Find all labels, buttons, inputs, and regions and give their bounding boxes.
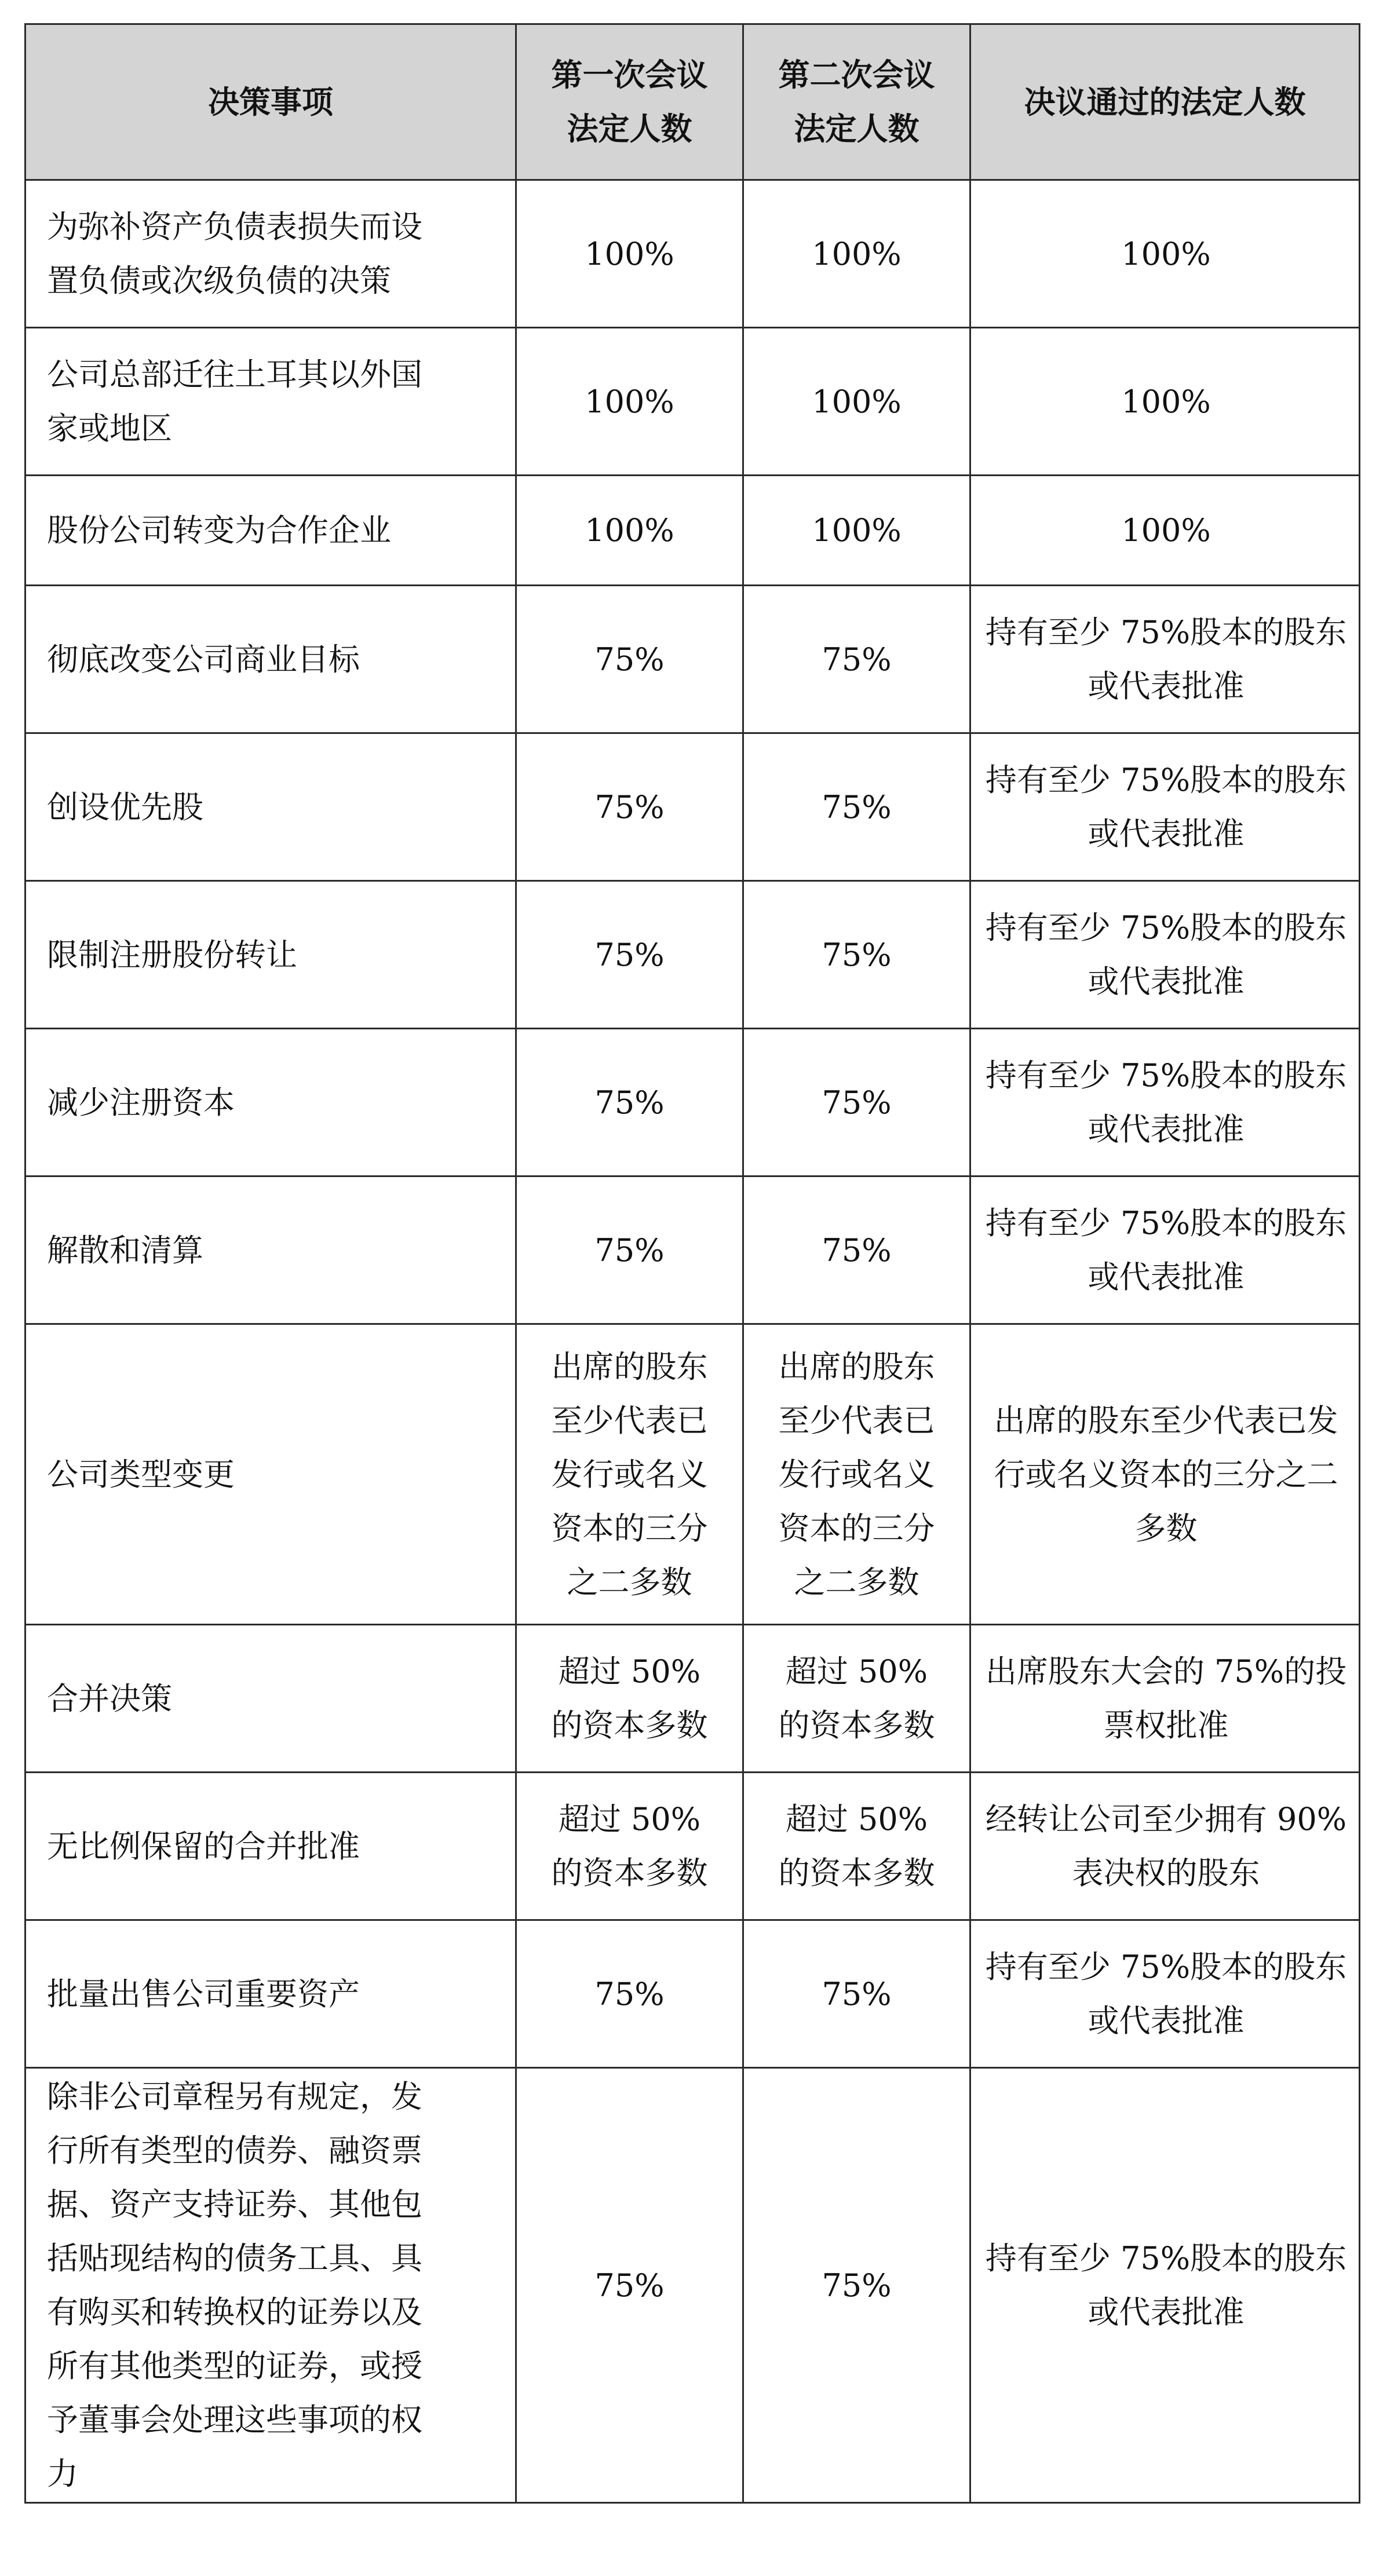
- header-passing-quorum-label: 决议通过的法定人数: [1024, 83, 1306, 120]
- header-second-meeting: [743, 24, 970, 180]
- cell-second-meeting: 75%: [743, 881, 970, 1029]
- cell-matter: 限制注册股份转让: [25, 881, 516, 1029]
- cell-first-meeting: 超过 50% 的资本多数: [516, 1773, 743, 1920]
- cell-matter: 除非公司章程另有规定，发 行所有类型的债券、融资票 据、资产支持证券、其他包 括贴现结构的债务工具、具 有购买和转换权的证券以及 所有其他类型的证券，或授 予董事会处理这些事项的权 力: [25, 2068, 516, 2503]
- table-row: [25, 1773, 1360, 1920]
- cell-passing-quorum: 持有至少 75%股本的股东 或代表批准: [970, 1029, 1360, 1176]
- cell-first-meeting: 100%: [516, 328, 743, 476]
- cell-second-meeting: 75%: [743, 586, 970, 733]
- table-row: [25, 1625, 1360, 1773]
- header-first-meeting-line2: 法定人数: [567, 111, 692, 147]
- cell-matter: 为弥补资产负债表损失而设 置负债或次级负债的决策: [25, 180, 516, 328]
- cell-passing-quorum: 持有至少 75%股本的股东 或代表批准: [970, 881, 1360, 1029]
- table-row: [25, 1324, 1360, 1625]
- cell-passing-quorum: 出席的股东至少代表已发 行或名义资本的三分之二 多数: [970, 1324, 1360, 1625]
- cell-second-meeting: 100%: [743, 476, 970, 586]
- cell-matter: 解散和清算: [25, 1176, 516, 1324]
- table-row: [25, 733, 1360, 881]
- cell-first-meeting: 75%: [516, 586, 743, 733]
- cell-second-meeting: 75%: [743, 1176, 970, 1324]
- cell-passing-quorum: 经转让公司至少拥有 90% 表决权的股东: [970, 1773, 1360, 1920]
- table-row: [25, 328, 1360, 476]
- cell-second-meeting: 100%: [743, 328, 970, 476]
- cell-second-meeting: 75%: [743, 2068, 970, 2503]
- cell-matter: 批量出售公司重要资产: [25, 1920, 516, 2068]
- cell-first-meeting: 100%: [516, 180, 743, 328]
- table-row: [25, 1176, 1360, 1324]
- cell-passing-quorum: 100%: [970, 328, 1360, 476]
- cell-passing-quorum: 100%: [970, 476, 1360, 586]
- cell-first-meeting: 75%: [516, 1920, 743, 2068]
- cell-passing-quorum: 100%: [970, 180, 1360, 328]
- table-row: [25, 881, 1360, 1029]
- cell-matter: 公司类型变更: [25, 1324, 516, 1625]
- cell-second-meeting: 出席的股东 至少代表已 发行或名义 资本的三分 之二多数: [743, 1324, 970, 1625]
- cell-second-meeting: 超过 50% 的资本多数: [743, 1625, 970, 1773]
- cell-passing-quorum: 持有至少 75%股本的股东 或代表批准: [970, 1920, 1360, 2068]
- table-row: [25, 1920, 1360, 2068]
- table-row: [25, 2068, 1360, 2503]
- cell-matter: 无比例保留的合并批准: [25, 1773, 516, 1920]
- cell-second-meeting: 75%: [743, 1029, 970, 1176]
- document-page: [24, 23, 1359, 2504]
- cell-first-meeting: 75%: [516, 1029, 743, 1176]
- cell-first-meeting: 75%: [516, 1176, 743, 1324]
- cell-first-meeting: 75%: [516, 881, 743, 1029]
- cell-passing-quorum: 持有至少 75%股本的股东 或代表批准: [970, 586, 1360, 733]
- header-second-meeting-line1: 第二次会议: [778, 57, 935, 93]
- cell-first-meeting: 超过 50% 的资本多数: [516, 1625, 743, 1773]
- cell-second-meeting: 75%: [743, 1920, 970, 2068]
- table-row: [25, 180, 1360, 328]
- cell-second-meeting: 75%: [743, 733, 970, 881]
- cell-passing-quorum: 出席股东大会的 75%的投 票权批准: [970, 1625, 1360, 1773]
- table-row: [25, 1029, 1360, 1176]
- cell-passing-quorum: 持有至少 75%股本的股东 或代表批准: [970, 733, 1360, 881]
- cell-passing-quorum: 持有至少 75%股本的股东 或代表批准: [970, 2068, 1360, 2503]
- cell-first-meeting: 75%: [516, 2068, 743, 2503]
- header-first-meeting-line1: 第一次会议: [551, 57, 708, 93]
- cell-second-meeting: 超过 50% 的资本多数: [743, 1773, 970, 1920]
- table-row: [25, 586, 1360, 733]
- cell-matter: 彻底改变公司商业目标: [25, 586, 516, 733]
- cell-matter: 股份公司转变为合作企业: [25, 476, 516, 586]
- header-first-meeting: [516, 24, 743, 180]
- cell-first-meeting: 75%: [516, 733, 743, 881]
- table-row: [25, 476, 1360, 586]
- cell-second-meeting: 100%: [743, 180, 970, 328]
- header-matter-label: 决策事项: [208, 83, 333, 120]
- table-header: [25, 24, 1360, 180]
- header-row: [25, 24, 1360, 180]
- cell-matter: 创设优先股: [25, 733, 516, 881]
- cell-passing-quorum: 持有至少 75%股本的股东 或代表批准: [970, 1176, 1360, 1324]
- table-body: [25, 180, 1360, 2503]
- cell-first-meeting: 出席的股东 至少代表已 发行或名义 资本的三分 之二多数: [516, 1324, 743, 1625]
- header-second-meeting-line2: 法定人数: [794, 111, 919, 147]
- cell-first-meeting: 100%: [516, 476, 743, 586]
- cell-matter: 公司总部迁往土耳其以外国 家或地区: [25, 328, 516, 476]
- header-passing-quorum: [970, 24, 1360, 180]
- header-matter: [25, 24, 516, 180]
- cell-matter: 减少注册资本: [25, 1029, 516, 1176]
- quorum-table: [24, 23, 1360, 2504]
- cell-matter: 合并决策: [25, 1625, 516, 1773]
